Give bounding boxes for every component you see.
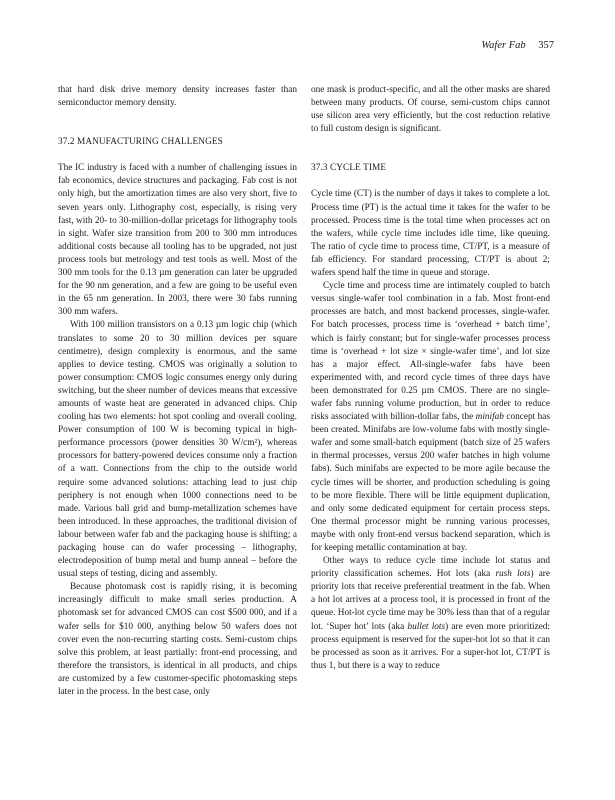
right-column: [311, 84, 550, 673]
paragraph: Because photomask cost is rapidly rising, it is becoming increasingly difficult to make small series production. A photomask set for advanced CMOS can cost $500 000, and if a wafer sells for $10 000, anything below 50 wafers does not cover even the non-recurring starting costs. Semi-custom chips solve this problem, at least partially: front-end processing, and therefore the transistors, is identical in all products, and chips are customized by a few customer-specific photomasking steps later in the process. In the best case, only: [58, 582, 297, 698]
paragraph: The IC industry is faced with a number of challenging issues in fab economics, device structures and packaging. Fab cost is not only high, but the amortization times are also very short, five to seven years only. Lithography cost, especially, is rising very fast, with 20- to 30-million-dollar pricetags for lithography tools in sight. Wafer size transition from 200 to 300 mm introduces additional costs because all tooling has to be upgraded, not just process tools but metrology and test tools as well. Most of the 300 mm tools for the 0.13 µm generation can later be upgraded for the 90 nm generation, and a few are going to be useful even in the 65 nm generation. In 2003, there were 30 fabs running 300 mm wafers.: [58, 163, 297, 318]
section-heading: 37.3 CYCLE TIME: [311, 163, 387, 174]
paragraph: Cycle time and process time are intimately coupled to batch versus single-wafer tool combination in a fab. Most front-end processes are batch, and most backend processes, single-wafer. For batch processes, process time is ‘overhead + batch time’, which is fairly constant; but for single-wafer processes process time is ‘overhead + lot size × single-wafer time’, and lot size has a major effect. All-single-wafer fabs have been experimented with, and record cycle times of three days have been demonstrated for 0.25 µm CMOS. There are no single-wafer fabs running volume production, but in order to reduce risks associated with billion-dollar fabs, the minifab concept has been created. Minifabs are low-volume fabs with mostly single-wafer and some small-batch equipment (batch size of 25 wafers in thermal processes, versus 200 wafer batches in high volume fabs). Such minifabs are expected to be more agile because the cycle times will be shorter, and production scheduling is going to be more flexible. There will be little equipment duplication, and only some dedicated equipment for certain process steps. One thermal processor might be running various processes, maybe with only front-end versus backend separation, which is for keeping metallic contamination at bay.: [311, 281, 550, 553]
paragraph: Other ways to reduce cycle time include lot status and priority classification schemes. Hot lots (aka rush lots) are priority lots that receive preferential treatment in the fab. When a hot lot arrives at a process tool, it is processed in front of the queue. Hot-lot cycle time may be 30% less than that of a regular lot. ‘Super hot’ lots (aka bullet lots) are even more prioritized: process equipment is reserved for the super-hot lot so that it can be processed as soon as it arrives. For a super-hot lot, CT/PT is thus 1, but there is a way to reduce: [311, 556, 551, 671]
paragraph: With 100 million transistors on a 0.13 µm logic chip (which translates to some 20 to 30 million devices per square centimetre), design complexity is enormous, and the same applies to device testing. CMOS was originally a solution to power consumption: CMOS logic consumes energy only during switching, but the sheer number of devices means that excessive amounts of waste heat are generated in advanced chips. Chip cooling has two elements: hot spot cooling and overall cooling. Power consumption of 100 W is becoming typical in high-performance processors (power densities 30 W/cm²), whereas processors for battery-powered devices consume only a fraction of a watt. Connections from the chip to the outside world require some advanced solutions: attaching lead to just chip periphery is not enough when 1000 connections need to be made. Various ball grid and bump-metallization schemes have been introduced. In these approaches, the traditional division of labour between wafer fab and the packaging house is shifting; a packaging house can do wafer processing – lithography, electrodeposition of bump metal and bump anneal – before the usual steps of testing, dicing and assembly.: [58, 320, 297, 580]
emphasis: bullet lots: [407, 621, 446, 632]
page-number: 357: [538, 40, 554, 51]
running-header: [481, 40, 554, 51]
running-title: Wafer Fab: [481, 40, 526, 51]
section-heading: 37.2 MANUFACTURING CHALLENGES: [58, 137, 223, 148]
left-column: [58, 84, 297, 699]
paragraph: one mask is product-specific, and all the other masks are shared between many products. Of course, semi-custom chips cannot use silicon area very efficiently, but the cost reduction relative to full custom design is significant.: [311, 85, 550, 135]
paragraph: Cycle time (CT) is the number of days it takes to complete a lot. Process time (PT) is the actual time it takes for the wafer to be processed. Process time is the total time when processes act on the wafers, while cycle time includes idle time, like queuing. The ratio of cycle time to process time, CT/PT, is a measure of fab efficiency. For standard processing, CT/PT is about 2; wafers spend half the time in queue and storage.: [311, 189, 550, 279]
emphasis: rush lots: [495, 569, 531, 580]
emphasis: minifab: [475, 412, 504, 423]
paragraph: that hard disk drive memory density increases faster than semiconductor memory density.: [58, 85, 297, 109]
